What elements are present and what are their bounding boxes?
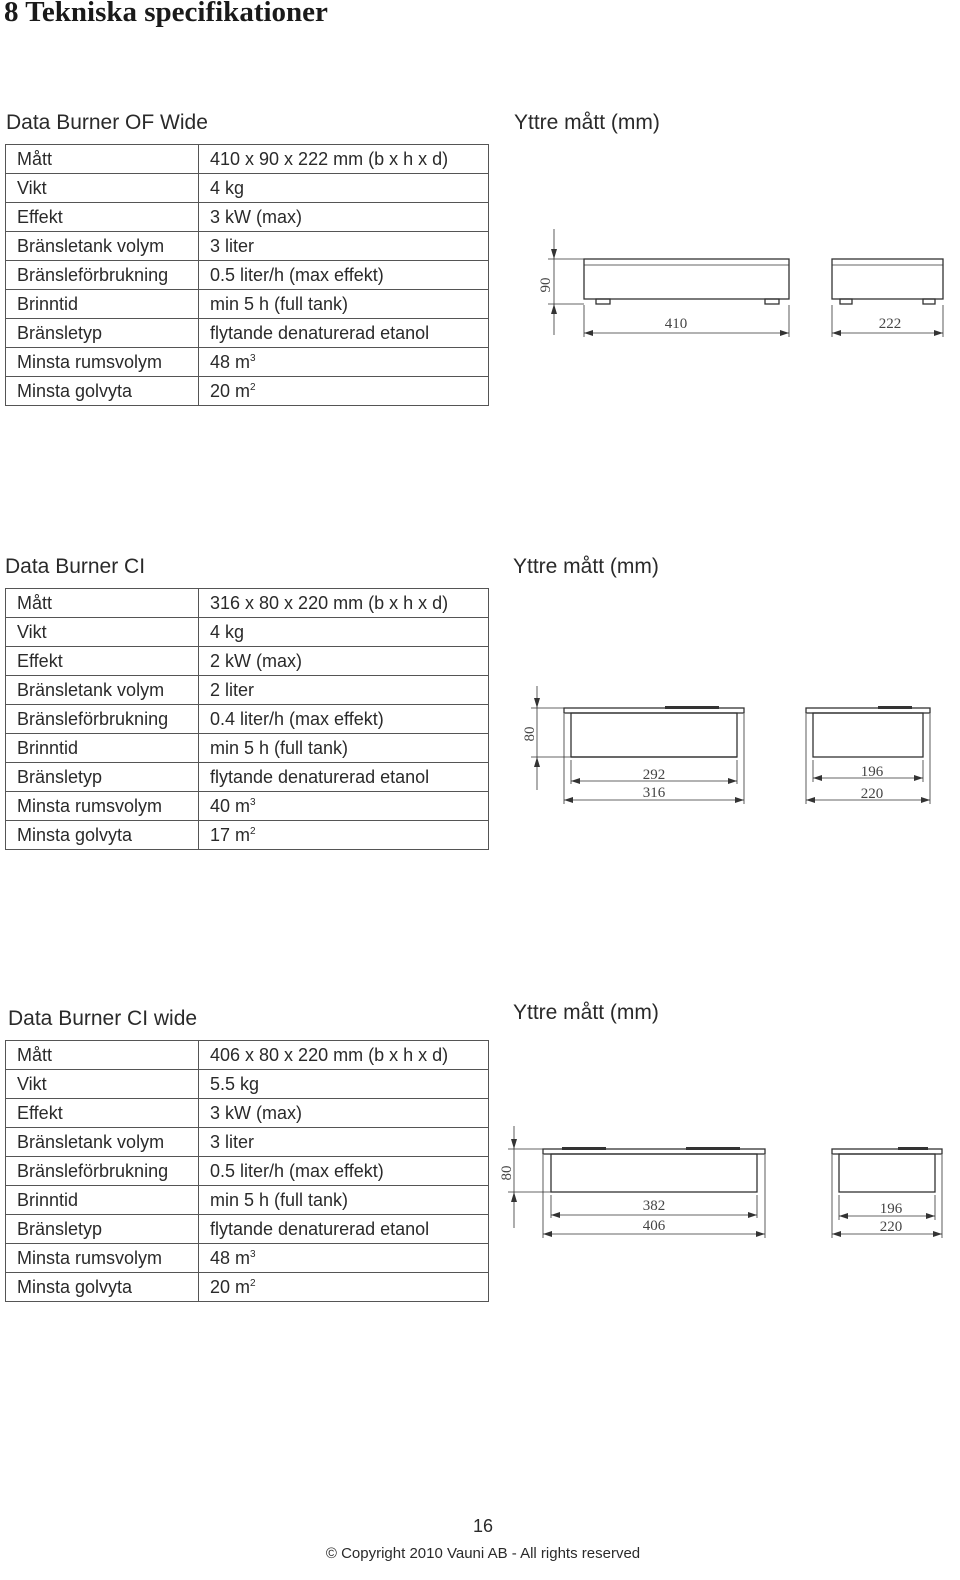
spec-value-cell xyxy=(199,261,489,290)
height-label: 80 xyxy=(499,1165,515,1181)
page-number: 16 xyxy=(472,1516,494,1536)
spec-value: min 5 h (full tank) xyxy=(210,1190,349,1210)
spec-row xyxy=(6,676,489,705)
spec-value: 20 m xyxy=(210,1277,251,1297)
spec-table xyxy=(5,588,489,850)
spec-row xyxy=(6,618,489,647)
spec-row xyxy=(6,1215,489,1244)
unit-exponent: 3 xyxy=(250,797,256,808)
spec-value-cell xyxy=(199,792,489,821)
spec-value: 4 kg xyxy=(210,178,245,198)
spec-value: 20 m xyxy=(210,381,251,401)
spec-value-cell xyxy=(199,705,489,734)
spec-row xyxy=(6,377,489,406)
spec-row xyxy=(6,203,489,232)
dimensions-heading: Yttre mått (mm) xyxy=(514,111,660,134)
spec-row xyxy=(6,261,489,290)
spec-value-cell xyxy=(199,174,489,203)
depth-label: 220 xyxy=(879,1219,903,1235)
spec-row xyxy=(6,734,489,763)
spec-value-cell xyxy=(199,1070,489,1099)
spec-row xyxy=(6,1099,489,1128)
spec-row xyxy=(6,232,489,261)
spec-label: Vikt xyxy=(6,174,199,203)
product-name: Data Burner OF Wide xyxy=(6,111,208,134)
spec-label: Brinntid xyxy=(6,290,199,319)
spec-label: Minsta rumsvolym xyxy=(6,792,199,821)
spec-label: Minsta rumsvolym xyxy=(6,1244,199,1273)
spec-label: Vikt xyxy=(6,1070,199,1099)
side-view-body xyxy=(839,1154,935,1192)
spec-value-cell xyxy=(199,821,489,850)
depth-label: 220 xyxy=(860,786,884,802)
front-view-body xyxy=(551,1154,757,1192)
spec-value-cell xyxy=(199,1244,489,1273)
spec-label: Bränsletank volym xyxy=(6,232,199,261)
spec-value: 2 kW (max) xyxy=(210,651,302,671)
spec-row xyxy=(6,1128,489,1157)
dimensions-heading: Yttre mått (mm) xyxy=(513,1001,659,1024)
spec-row xyxy=(6,792,489,821)
spec-value-cell xyxy=(199,1157,489,1186)
spec-value-cell xyxy=(199,618,489,647)
inner-depth-label: 196 xyxy=(879,1201,903,1217)
spec-row xyxy=(6,1244,489,1273)
spec-row xyxy=(6,348,489,377)
spec-value-cell xyxy=(199,203,489,232)
spec-label: Minsta golvyta xyxy=(6,821,199,850)
spec-value: 0.5 liter/h (max effekt) xyxy=(210,265,384,285)
spec-value: min 5 h (full tank) xyxy=(210,294,349,314)
unit-exponent: 2 xyxy=(250,1278,256,1289)
spec-label: Bränsletyp xyxy=(6,319,199,348)
unit-exponent: 3 xyxy=(250,353,256,364)
spec-value-cell xyxy=(199,1186,489,1215)
spec-value: 48 m xyxy=(210,352,251,372)
spec-value: flytande denaturerad etanol xyxy=(210,767,430,787)
spec-value-cell xyxy=(199,377,489,406)
depth-label: 222 xyxy=(878,316,902,332)
spec-value: 17 m xyxy=(210,825,251,845)
spec-value-cell xyxy=(199,232,489,261)
width-label: 316 xyxy=(642,785,666,801)
spec-row xyxy=(6,589,489,618)
spec-table xyxy=(5,144,489,406)
spec-label: Effekt xyxy=(6,1099,199,1128)
spec-value-cell xyxy=(199,290,489,319)
spec-label: Brinntid xyxy=(6,734,199,763)
spec-value-cell xyxy=(199,647,489,676)
product-name: Data Burner CI wide xyxy=(8,1007,198,1030)
spec-value: 316 x 80 x 220 mm (b x h x d) xyxy=(210,593,449,613)
inner-width-label: 382 xyxy=(642,1198,666,1214)
spec-label: Bränsleförbrukning xyxy=(6,1157,199,1186)
spec-value: 0.5 liter/h (max effekt) xyxy=(210,1161,384,1181)
spec-value: 48 m xyxy=(210,1248,251,1268)
spec-row xyxy=(6,1070,489,1099)
spec-row xyxy=(6,647,489,676)
spec-row xyxy=(6,174,489,203)
spec-value: 3 liter xyxy=(210,236,255,256)
spec-value: min 5 h (full tank) xyxy=(210,738,349,758)
spec-value: flytande denaturerad etanol xyxy=(210,1219,430,1239)
height-label: 80 xyxy=(522,726,538,742)
spec-label: Effekt xyxy=(6,203,199,232)
spec-label: Minsta golvyta xyxy=(6,377,199,406)
page-title: 8 Tekniska specifikationer xyxy=(4,0,328,28)
front-view-body xyxy=(571,713,737,757)
spec-row xyxy=(6,1041,489,1070)
spec-label: Mått xyxy=(6,1041,199,1070)
spec-row xyxy=(6,145,489,174)
foot xyxy=(923,299,935,304)
foot xyxy=(765,299,779,304)
spec-value-cell xyxy=(199,348,489,377)
spec-row xyxy=(6,1157,489,1186)
side-view-body xyxy=(813,713,923,757)
spec-label: Bränsletank volym xyxy=(6,1128,199,1157)
spec-label: Mått xyxy=(6,145,199,174)
spec-value-cell xyxy=(199,589,489,618)
height-label: 90 xyxy=(538,277,554,293)
spec-row xyxy=(6,705,489,734)
spec-value-cell xyxy=(199,676,489,705)
spec-value: flytande denaturerad etanol xyxy=(210,323,430,343)
spec-value: 3 liter xyxy=(210,1132,255,1152)
spec-label: Bränsletank volym xyxy=(6,676,199,705)
spec-value-cell xyxy=(199,319,489,348)
spec-value: 3 kW (max) xyxy=(210,1103,302,1123)
spec-value: 3 kW (max) xyxy=(210,207,302,227)
spec-label: Bränsletyp xyxy=(6,763,199,792)
spec-value-cell xyxy=(199,1215,489,1244)
spec-label: Minsta golvyta xyxy=(6,1273,199,1302)
unit-exponent: 2 xyxy=(250,382,256,393)
spec-table xyxy=(5,1040,489,1302)
product-name: Data Burner CI xyxy=(5,555,146,578)
spec-label: Minsta rumsvolym xyxy=(6,348,199,377)
spec-value: 40 m xyxy=(210,796,251,816)
spec-label: Bränsleförbrukning xyxy=(6,705,199,734)
width-label: 410 xyxy=(664,316,688,332)
dimensions-heading: Yttre mått (mm) xyxy=(513,555,659,578)
spec-value: 406 x 80 x 220 mm (b x h x d) xyxy=(210,1045,449,1065)
foot xyxy=(596,299,610,304)
spec-label: Effekt xyxy=(6,647,199,676)
spec-label: Vikt xyxy=(6,618,199,647)
copyright-notice: © Copyright 2010 Vauni AB - All rights reserved xyxy=(325,1545,641,1562)
spec-label: Brinntid xyxy=(6,1186,199,1215)
inner-depth-label: 196 xyxy=(860,764,884,780)
dimension-drawing xyxy=(515,678,940,808)
unit-exponent: 2 xyxy=(250,826,256,837)
dimension-drawing xyxy=(530,225,950,345)
spec-value-cell xyxy=(199,734,489,763)
spec-row xyxy=(6,763,489,792)
spec-value-cell xyxy=(199,145,489,174)
spec-label: Mått xyxy=(6,589,199,618)
spec-row xyxy=(6,319,489,348)
foot xyxy=(840,299,852,304)
inner-width-label: 292 xyxy=(642,767,666,783)
spec-row xyxy=(6,821,489,850)
spec-value-cell xyxy=(199,1128,489,1157)
unit-exponent: 3 xyxy=(250,1249,256,1260)
spec-label: Bränsletyp xyxy=(6,1215,199,1244)
spec-value: 0.4 liter/h (max effekt) xyxy=(210,709,384,729)
dimension-drawing xyxy=(490,1116,940,1244)
spec-label: Bränsleförbrukning xyxy=(6,261,199,290)
spec-value-cell xyxy=(199,1041,489,1070)
spec-value: 410 x 90 x 222 mm (b x h x d) xyxy=(210,149,449,169)
spec-value: 2 liter xyxy=(210,680,255,700)
spec-row xyxy=(6,1273,489,1302)
spec-value-cell xyxy=(199,1099,489,1128)
width-label: 406 xyxy=(642,1218,666,1234)
spec-row xyxy=(6,1186,489,1215)
spec-value-cell xyxy=(199,1273,489,1302)
spec-value: 4 kg xyxy=(210,622,245,642)
spec-value-cell xyxy=(199,763,489,792)
spec-value: 5.5 kg xyxy=(210,1074,260,1094)
spec-row xyxy=(6,290,489,319)
